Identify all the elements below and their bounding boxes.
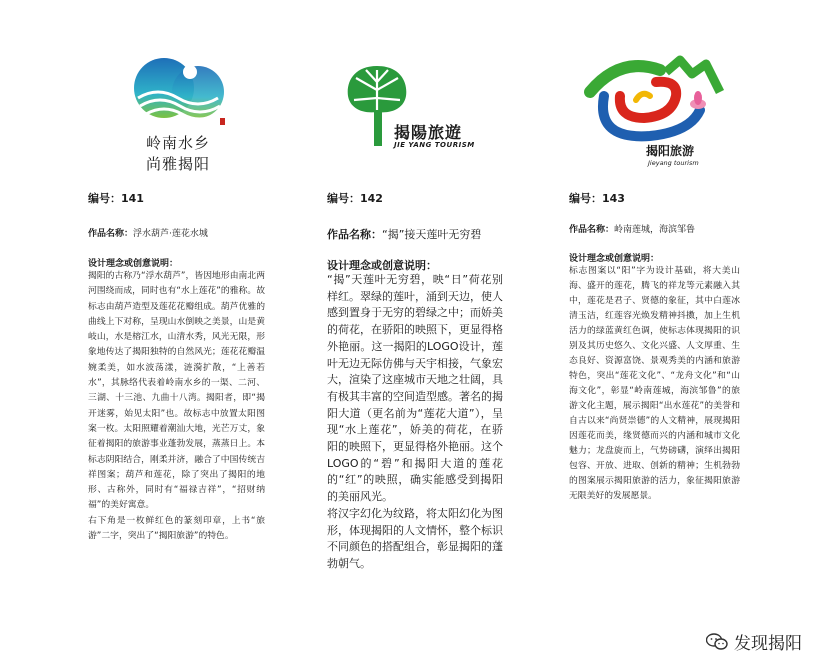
- logo-141-text-line2: 尚雅揭阳: [145, 155, 210, 173]
- entry-142-description: [327, 272, 503, 573]
- watermark: [706, 629, 802, 654]
- logo-141: [128, 52, 228, 182]
- logo-142: [340, 62, 500, 162]
- entry-142-name: [327, 226, 481, 242]
- description-paragraph: 将汉字幻化为纹路，将太阳幻化为图形，体现揭阳的人文情怀，整个标识不同颜色的搭配组合，彰显揭阳的蓬勃朝气。: [327, 506, 503, 570]
- entry-141-description: [88, 269, 265, 544]
- logo-143: [580, 52, 730, 172]
- name-value: 浮水葫芦·莲花水城: [133, 229, 208, 239]
- logo-143-subtext: Jieyang tourism: [648, 159, 699, 167]
- description-paragraph: 标志图案以“阳”字为设计基础，将大美山海、盛开的莲花，腾飞的祥龙等元素融入其中，莲花是君子、贤德的象征，其中白莲冰清玉洁，红莲容光焕发精神抖擞，加上生机活力的绿蓝黄红色调，使标志体现揭阳的识别及其历史悠久、文化兴盛、人文厚重、生态良好、资源富饶、景观秀美的内涵和旅游特色，突出“莲花文化”、“龙舟文化”和“山海文化”，彰显“岭南莲城，海滨邹鲁”的旅游文化主题，展示揭阳“出水莲花”的美誉和自古以来“尚贤崇德”的人文精神，展现揭阳因莲花而美，缘贤德而兴的内涵和城市文化魅力；龙盘旋而上，气势磅礴，演绎出揭阳包容、开放、进取、创新的精神；生机勃勃的图案展示揭阳旅游的活力，象征揭阳旅游无限美好的发展愿景。: [569, 266, 740, 501]
- wechat-icon: [706, 633, 728, 651]
- entry-141-number: 编号：141: [88, 192, 144, 205]
- name-label: 作品名称：: [88, 229, 134, 239]
- description-paragraph: 右下角是一枚鲜红色的篆刻印章，上书“旅游”二字，突出了“揭阳旅游”的特色。: [88, 515, 265, 542]
- entry-143-description: [569, 264, 740, 504]
- description-paragraph: “揭”天莲叶无穷碧，映“日”荷花别样红。翠绿的莲叶，涌到天边，使人感到置身于无穷的碧绿之中；而娇美的荷花，在骄阳的映照下，更显得格外艳丽。这一揭阳的LOGO设计，莲叶无边无际仿佛与天宇相接，气象宏大，渲染了这座城市天地之壮阔，具有极其丰富的空间造型感。著名的揭阳大道（更名前为“莲花大道”），呈现“水上莲花”，娇美的荷花，在骄阳的映照下，更显得格外艳丽。这个LOGO的“碧”和揭阳大道的莲花的“红”的映照，确实能感受到揭阳的美丽风光。: [327, 273, 503, 504]
- name-label: 作品名称：: [327, 228, 382, 241]
- logo-143-text: 揭阳旅游: [646, 144, 695, 158]
- name-value: 岭南莲城，海滨邹鲁: [614, 225, 696, 235]
- entry-141-name: [88, 226, 208, 239]
- description-paragraph: 揭阳的古称乃“浮水葫芦”，皆因地形由南北两河围绕而成，同时也有“水上莲花”的雅称。故标志由葫芦造型及莲花花瓣组成。葫芦优雅的曲线上下对称，呈现山水倒映之美景，山是黄岐山，水是榕江水，山清水秀，风光无限，形象地传达了揭阳独特的自然风光；莲花花瓣温婉柔美，如水波荡漾，涟漪扩散，“上善若水”，其脉络代表着岭南水乡的一渠、二河、三湖、十三池、九曲十八湾。揭阳者，即“揭开迷雾，始见太阳”也。故标志中放置太阳图案一枚。太阳照耀着潮汕大地，光芒万丈，象征着揭阳的旅游事业蓬勃发展，蒸蒸日上。本标志阴阳结合，刚柔并济，融合了中国传统吉祥图案；葫芦和莲花，除了突出了揭阳的地形、古称外，同时有“福禄吉祥”，“招财纳福”的美好寓意。: [88, 271, 265, 511]
- watermark-text: 发现揭阳: [734, 634, 802, 654]
- name-value: “揭”接天莲叶无穷碧: [382, 228, 482, 241]
- entry-143-name: [569, 222, 695, 235]
- gourd-lotus-logo-icon: [128, 52, 228, 132]
- entry-143-concept-title: 设计理念或创意说明：: [569, 254, 660, 264]
- logo-142-text: 揭陽旅遊: [394, 123, 463, 142]
- yang-dragon-lotus-logo-icon: [580, 52, 730, 152]
- entry-142-concept-title: 设计理念或创意说明：: [327, 259, 437, 272]
- name-label: 作品名称：: [569, 225, 615, 235]
- logo-142-subtext: JIE YANG TOURISM: [394, 141, 475, 149]
- logo-141-text-line1: 岭南水乡: [145, 134, 210, 152]
- entry-143-number: 编号：143: [569, 192, 625, 205]
- entry-142-number: 编号：142: [327, 192, 383, 205]
- entry-141-concept-title: 设计理念或创意说明：: [88, 259, 179, 269]
